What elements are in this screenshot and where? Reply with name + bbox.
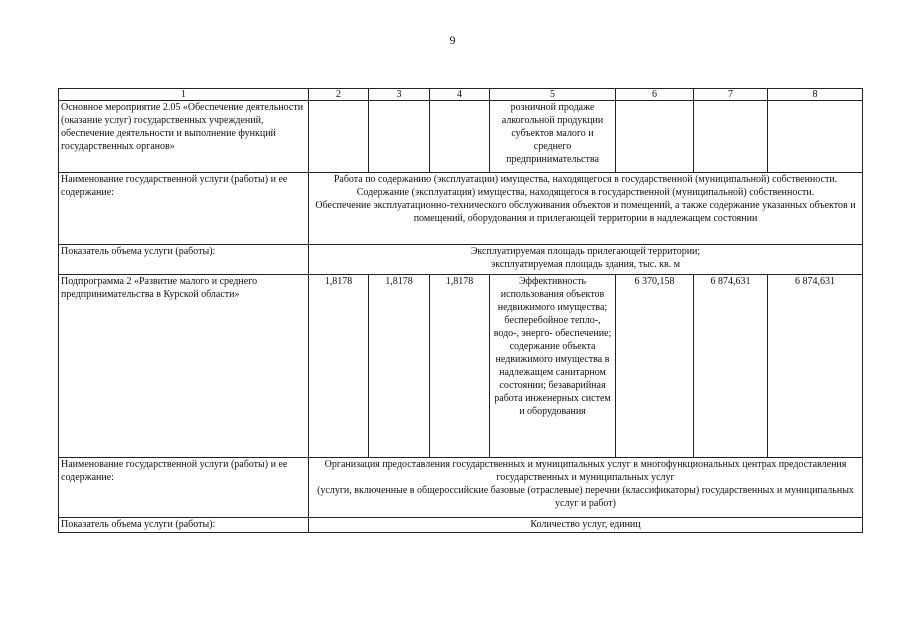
main-event-result: розничной продаже алкогольной продукции субъектов малого и среднего предпринимательства [490,101,616,173]
subprogram-value: 1,8178 [430,275,490,458]
service-row-2 [59,458,863,518]
indicator-content: Количество услуг, единиц [309,518,863,533]
indicator-content-line: эксплуатируемая площадь здания, тыс. кв. м [490,259,681,270]
service-content-line: Обеспечение эксплуатационно-технического обслуживания объектов и помещений, а также содержание указанных объектов и помещений, оборудования и прилегающей территории в надлежащем состоянии [315,200,856,224]
service-content-line: Содержание (эксплуатация) имущества, находящегося в государственной (муниципальной) собственности. [356,187,815,198]
column-number: 1 [59,89,309,101]
column-number: 8 [768,89,863,101]
column-number: 3 [369,89,430,101]
column-number: 6 [616,89,694,101]
service-label: Наименование государственной услуги (работы) и ее содержание: [59,458,309,518]
main-event-row [59,101,863,173]
column-number-row [59,89,863,101]
subprogram-value: 1,8178 [369,275,430,458]
service-content-line: Работа по содержанию (эксплуатации) имущества, находящегося в государственной (муниципальной) собственности. [333,174,838,185]
indicator-label: Показатель объема услуги (работы): [59,245,309,275]
column-number: 2 [309,89,369,101]
indicator-content-line: Эксплуатируемая площадь прилегающей территории; [470,246,701,257]
empty-cell [309,101,369,173]
empty-cell [430,101,490,173]
column-number: 7 [694,89,768,101]
empty-cell [768,101,863,173]
indicator-row-1 [59,245,863,275]
subprogram-value: 6 370,158 [616,275,694,458]
subprogram-result: Эффективность использования объектов недвижимого имущества; бесперебойное тепло-, водо-, энерго- обеспечение; содержание объекта недвижимого имущества в надлежащем санитарном состоянии; безаварийная работа инженерных систем и оборудования [490,275,616,458]
service-label: Наименование государственной услуги (работы) и ее содержание: [59,173,309,245]
page-number: 9 [449,33,456,47]
subprogram-row [59,275,863,458]
main-event-name: Основное мероприятие 2.05 «Обеспечение деятельности (оказание услуг) государственных учреждений, обеспечение деятельности и выполнение функций государственных органов» [59,101,309,173]
indicator-label: Показатель объема услуги (работы): [59,518,309,533]
empty-cell [616,101,694,173]
subprogram-name: Подпрограмма 2 «Развитие малого и среднего предпринимательства в Курской области» [59,275,309,458]
subprogram-value: 6 874,631 [768,275,863,458]
empty-cell [369,101,430,173]
service-content-line: (услуги, включенные в общероссийские базовые (отраслевые) перечни (классификаторы) государственных и муниципальных услуг и работ) [317,485,854,509]
service-content [309,173,863,245]
service-row-1 [59,173,863,245]
program-table [58,88,863,533]
column-number: 5 [490,89,616,101]
service-content [309,458,863,518]
indicator-content [309,245,863,275]
subprogram-value: 1,8178 [309,275,369,458]
indicator-row-2 [59,518,863,533]
column-number: 4 [430,89,490,101]
empty-cell [694,101,768,173]
subprogram-value: 6 874,631 [694,275,768,458]
service-content-line: Организация предоставления государственных и муниципальных услуг в многофункциональных центрах предоставления государственных и муниципальных услуг [324,459,847,483]
